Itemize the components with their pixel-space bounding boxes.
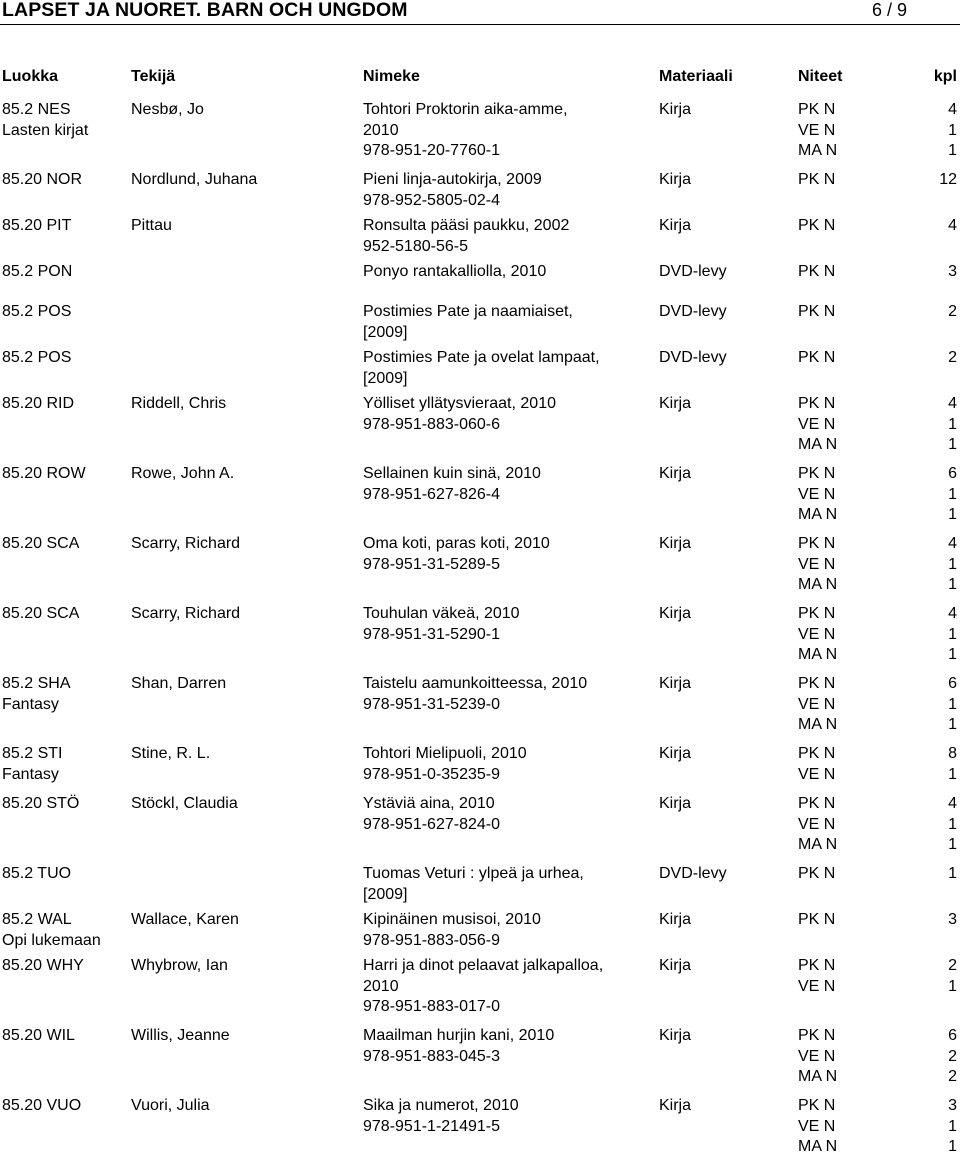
record-nimeke-line: Oma koti, paras koti, 2010 [363,535,550,552]
record-materiaali-line: Kirja [659,957,692,974]
record-materiaali-line: Kirja [659,911,692,928]
record-niteet-line: VE N [798,1047,836,1065]
record-nimeke-line: 978-951-627-824-0 [363,815,500,833]
record-nimeke-line: 978-951-627-826-4 [363,485,500,503]
record-nimeke-line: 978-951-31-5239-0 [363,695,500,713]
record-kpl-line: 6 [948,1027,957,1044]
record-niteet-line: PK N [798,263,836,280]
record-luokka-line: 85.2 SHA [2,675,71,692]
record-luokka-line: 85.2 WAL [2,911,72,928]
record-kpl-line: 1 [948,865,957,882]
record-materiaali-line: Kirja [659,675,692,692]
record-kpl-line: 1 [948,977,957,995]
record-niteet-line: PK N [798,957,836,974]
record-luokka-line: 85.2 TUO [2,865,72,882]
record-niteet-line: PK N [798,675,836,692]
record-materiaali-line: DVD-levy [659,263,727,280]
record-materiaali-line: DVD-levy [659,865,727,882]
record-luokka-line: 85.20 SCA [2,535,80,552]
record-niteet-line: MA N [798,1138,838,1156]
record-kpl [0,744,957,785]
record-niteet-line: PK N [798,395,836,412]
record-niteet-line: VE N [798,555,836,573]
record-luokka-line: Fantasy [2,765,59,783]
record-materiaali-line: Kirja [659,101,692,118]
record-luokka-line: 85.20 VUO [2,1097,82,1114]
record-nimeke-line: 978-951-20-7760-1 [363,142,500,160]
record-kpl-line: 6 [948,465,957,482]
record-niteet-line: PK N [798,303,836,320]
record-tekija-line: Riddell, Chris [131,395,227,412]
record-nimeke-line: Maailman hurjin kani, 2010 [363,1027,555,1044]
record-kpl [0,604,957,666]
record-kpl-line: 1 [948,485,957,503]
record-niteet-line: MA N [798,142,838,160]
record-nimeke-line: Taistelu aamunkoitteessa, 2010 [363,675,588,692]
record-kpl [0,394,957,456]
record-materiaali-line: Kirja [659,605,692,622]
record-nimeke-line: Touhulan väkeä, 2010 [363,605,520,622]
record-materiaali-line: Kirja [659,395,692,412]
record-niteet-line: VE N [798,815,836,833]
record-kpl-line: 1 [948,506,957,524]
record-kpl-line: 1 [948,1138,957,1156]
record-kpl [0,534,957,596]
record-materiaali-line: Kirja [659,171,692,188]
record-nimeke-line: Tohtori Mielipuoli, 2010 [363,745,527,762]
record-tekija-line: Stine, R. L. [131,745,211,762]
record-kpl [0,464,957,526]
record-kpl-line: 12 [939,171,957,188]
record-tekija-line: Vuori, Julia [131,1097,210,1114]
record-kpl-line: 1 [948,716,957,734]
record-niteet-line: PK N [798,349,836,366]
record-nimeke-line: [2009] [363,885,408,903]
record-kpl-line: 4 [948,395,957,412]
record-nimeke-line: 978-951-31-5290-1 [363,625,500,643]
record-kpl-line: 4 [948,605,957,622]
record-niteet-line: VE N [798,765,836,783]
record-nimeke-line: Ronsulta pääsi paukku, 2002 [363,217,570,234]
record-niteet-line: PK N [798,795,836,812]
record-kpl-line: 1 [948,695,957,713]
record-kpl-line: 3 [948,911,957,928]
record-niteet-line: PK N [798,171,836,188]
record-niteet-line: VE N [798,1117,836,1135]
record-materiaali-line: DVD-levy [659,349,727,366]
record-niteet-line: VE N [798,695,836,713]
column-header-nimeke: Nimeke [363,68,420,85]
record-nimeke-line: 978-951-883-017-0 [363,998,500,1016]
record-kpl-line: 3 [948,263,957,280]
record-nimeke-line: [2009] [363,323,408,341]
record-luokka-line: 85.20 PIT [2,217,72,234]
record-luokka-line: Fantasy [2,695,59,713]
record-nimeke-line: Postimies Pate ja ovelat lampaat, [363,349,600,366]
record-niteet-line: PK N [798,535,836,552]
record-nimeke-line: 978-951-0-35235-9 [363,765,500,783]
record-kpl [0,216,957,237]
record-niteet-line: MA N [798,836,838,854]
record-tekija-line: Wallace, Karen [131,911,239,928]
record-kpl-line: 1 [948,625,957,643]
record-materiaali-line: Kirja [659,795,692,812]
record-kpl [0,1096,957,1158]
record-kpl [0,262,957,283]
record-luokka-line: 85.20 WHY [2,957,84,974]
record-kpl [0,170,957,191]
record-materiaali-line: Kirja [659,1027,692,1044]
record-kpl-line: 1 [948,555,957,573]
record-niteet-line: PK N [798,865,836,882]
record-tekija-line: Whybrow, Ian [131,957,228,974]
record-nimeke-line: 978-952-5805-02-4 [363,191,500,209]
record-luokka-line: 85.20 RID [2,395,75,412]
record-kpl-line: 4 [948,795,957,812]
record-nimeke-line: 978-951-31-5289-5 [363,555,500,573]
record-niteet-line: VE N [798,625,836,643]
column-header-niteet: Niteet [798,68,843,85]
record-kpl-line: 1 [948,765,957,783]
column-header-kpl: kpl [933,68,957,85]
record-luokka-line: Lasten kirjat [2,121,89,139]
record-kpl-line: 3 [948,1097,957,1114]
record-luokka-line: 85.2 PON [2,263,73,280]
record-niteet-line: PK N [798,745,836,762]
record-kpl [0,100,957,162]
record-niteet-line: PK N [798,1097,836,1114]
record-niteet-line: PK N [798,605,836,622]
record-kpl-line: 6 [948,675,957,692]
record-luokka-line: 85.2 POS [2,303,72,320]
record-materiaali-line: Kirja [659,465,692,482]
record-tekija-line: Stöckl, Claudia [131,795,238,812]
record-materiaali-line: DVD-levy [659,303,727,320]
record-kpl-line: 1 [948,415,957,433]
record-kpl-line: 1 [948,121,957,139]
record-nimeke-line: Harri ja dinot pelaavat jalkapalloa, [363,957,604,974]
record-nimeke-line: Ponyo rantakalliolla, 2010 [363,263,547,280]
record-niteet-line: VE N [798,121,836,139]
record-nimeke-line: 978-951-883-060-6 [363,415,500,433]
record-kpl-line: 1 [948,646,957,664]
record-tekija-line: Nesbø, Jo [131,101,204,118]
record-tekija-line: Willis, Jeanne [131,1027,230,1044]
record-niteet-line: VE N [798,977,836,995]
record-nimeke-line: 2010 [363,977,399,995]
record-materiaali-line: Kirja [659,745,692,762]
record-luokka-line: 85.2 STI [2,745,63,762]
record-kpl-line: 1 [948,815,957,833]
record-luokka-line: 85.20 WIL [2,1027,75,1044]
record-nimeke-line: Tohtori Proktorin aika-amme, [363,101,568,118]
record-nimeke-line: 2010 [363,121,399,139]
record-luokka-line: 85.2 NES [2,101,71,118]
record-nimeke-line: Sika ja numerot, 2010 [363,1097,519,1114]
record-nimeke-line: Yölliset yllätysvieraat, 2010 [363,395,556,412]
record-nimeke-line: Ystäviä aina, 2010 [363,795,495,812]
record-niteet-line: MA N [798,1068,838,1086]
record-kpl [0,794,957,856]
page-number: 6 / 9 [872,0,908,20]
record-luokka-line: 85.20 SCA [2,605,80,622]
record-kpl-line: 2 [948,303,957,320]
record-niteet-line: PK N [798,101,836,118]
record-kpl [0,674,957,736]
record-niteet-line: PK N [798,465,836,482]
record-nimeke-line: Sellainen kuin sinä, 2010 [363,465,541,482]
record-kpl-line: 8 [948,745,957,762]
record-luokka-line: 85.20 STÖ [2,795,80,812]
record-niteet-line: MA N [798,576,838,594]
record-kpl [0,348,957,369]
record-kpl-line: 2 [948,349,957,366]
record-materiaali-line: Kirja [659,1097,692,1114]
record-niteet-line: MA N [798,436,838,454]
record-nimeke-line: Pieni linja-autokirja, 2009 [363,171,542,188]
record-materiaali-line: Kirja [659,217,692,234]
record-nimeke-line: Tuomas Veturi : ylpeä ja urhea, [363,865,584,882]
record-kpl [0,910,957,931]
record-luokka-line: 85.20 ROW [2,465,86,482]
record-tekija-line: Pittau [131,217,172,234]
record-kpl [0,864,957,885]
record-kpl-line: 4 [948,101,957,118]
record-tekija-line: Scarry, Richard [131,605,241,622]
record-kpl-line: 1 [948,436,957,454]
record-kpl-line: 1 [948,576,957,594]
column-header-materiaali: Materiaali [659,68,733,85]
record-niteet-line: PK N [798,911,836,928]
page-title: LAPSET JA NUORET. BARN OCH UNGDOM [2,0,408,21]
record-niteet-line: MA N [798,506,838,524]
record-nimeke-line: 952-5180-56-5 [363,237,468,255]
record-niteet-line: MA N [798,646,838,664]
column-header-tekija: Tekijä [131,68,176,85]
record-nimeke-line: 978-951-883-056-9 [363,931,500,949]
record-tekija-line: Shan, Darren [131,675,227,692]
record-niteet-line: VE N [798,485,836,503]
record-nimeke-line: [2009] [363,369,408,387]
record-luokka-line: 85.2 POS [2,349,72,366]
record-kpl-line: 4 [948,535,957,552]
record-nimeke-line: 978-951-883-045-3 [363,1047,500,1065]
record-nimeke-line: Postimies Pate ja naamiaiset, [363,303,573,320]
record-niteet-line: VE N [798,415,836,433]
record-luokka-line: Opi lukemaan [2,931,101,949]
record-kpl-line: 1 [948,1117,957,1135]
record-kpl-line: 1 [948,836,957,854]
record-niteet-line: PK N [798,1027,836,1044]
record-tekija-line: Scarry, Richard [131,535,241,552]
record-kpl-line: 1 [948,142,957,160]
record-kpl [0,302,957,323]
record-nimeke-line: 978-951-1-21491-5 [363,1117,500,1135]
record-tekija-line: Nordlund, Juhana [131,171,258,188]
record-kpl-line: 2 [948,957,957,974]
record-nimeke-line: Kipinäinen musisoi, 2010 [363,911,541,928]
record-kpl-line: 2 [948,1068,957,1086]
record-tekija-line: Rowe, John A. [131,465,235,482]
record-kpl-line: 2 [948,1047,957,1065]
record-materiaali-line: Kirja [659,535,692,552]
record-kpl-line: 4 [948,217,957,234]
record-niteet-line: MA N [798,716,838,734]
record-kpl [0,956,957,997]
record-kpl [0,1026,957,1088]
column-header-luokka: Luokka [2,68,59,85]
record-luokka-line: 85.20 NOR [2,171,83,188]
record-niteet-line: PK N [798,217,836,234]
